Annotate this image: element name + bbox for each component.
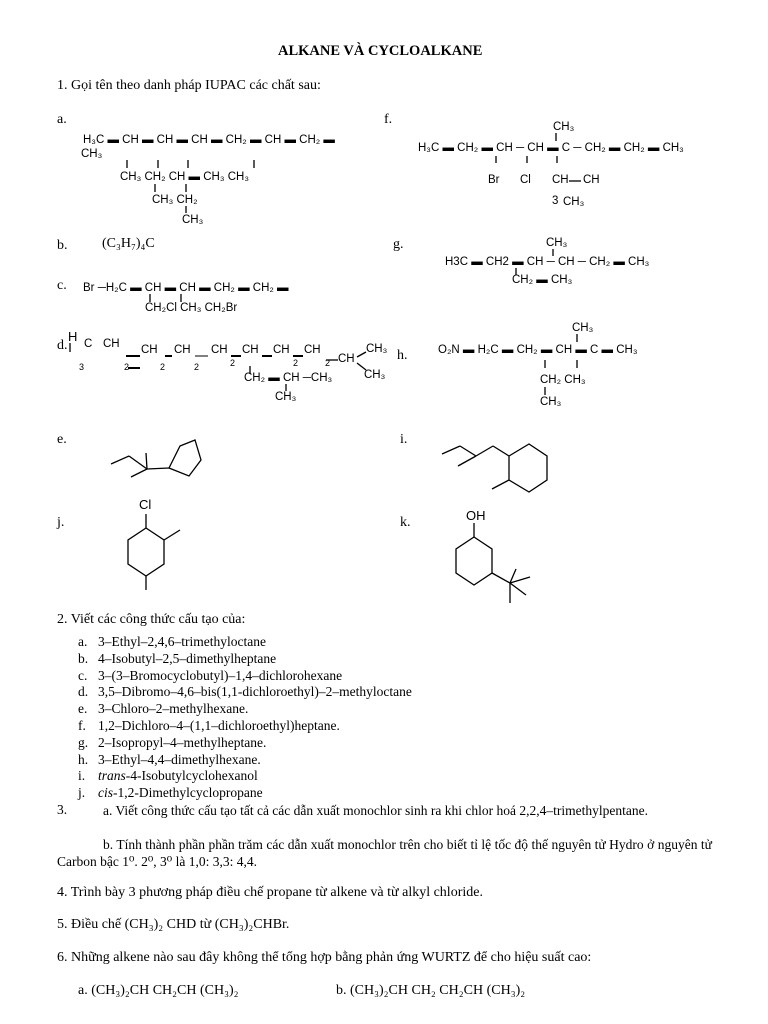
structure-g-top: CH₃: [546, 237, 568, 249]
structure-d-c: C: [84, 338, 93, 350]
q3-number: 3.: [57, 802, 68, 817]
structure-h-bonds: [0, 0, 600, 420]
list-item: i. trans-4-Isobutylcyclohexanol: [78, 768, 258, 784]
structure-d-ch3-bot: CH₃: [364, 369, 386, 381]
page-title: ALKANE VÀ CYCLOALKANE: [278, 43, 483, 59]
structure-d-sub2-2: 2: [160, 362, 166, 372]
structure-d-sub2-3: 2: [194, 362, 200, 372]
structure-d-ch-5: CH: [273, 344, 290, 356]
structure-j-substituent: Cl: [139, 497, 152, 512]
structure-h-sub2: CH₃: [540, 396, 562, 408]
structure-d-ch-3: CH: [211, 344, 228, 356]
structure-k-skeletal: [430, 515, 560, 615]
structure-a-sub1: CH₃ CH₂ CH ▬ CH₃ CH₃: [120, 171, 250, 183]
structure-d-sub1: CH₂ ▬ CH ─CH₃: [244, 372, 333, 384]
list-item: j. cis-1,2-Dimethylcyclopropane: [78, 785, 263, 801]
list-item: d. 3,5–Dibromo–4,6–bis(1,1-dichloroethyl)–2–methyloctane: [78, 684, 412, 700]
structure-a-main: H₃C ▬ CH ▬ CH ▬ CH ▬ CH₂ ▬ CH ▬ CH₂ ▬: [83, 134, 335, 146]
structure-e-skeletal: [105, 436, 225, 506]
structure-a-end: CH₃: [81, 148, 103, 160]
structure-d-sub2-6: 2: [325, 358, 331, 368]
list-item: b. 4–Isobutyl–2,5–dimethylheptane: [78, 650, 277, 666]
structure-c-sub: CH₂Cl CH₃ CH₂Br: [145, 302, 238, 314]
q1-label-d: d.: [57, 338, 68, 353]
q3-part-b: b. Tính thành phần phần trăm các dẫn xuất monochlor trên cho biết tỉ lệ tốc độ thế nguyên tử Hydro ở nguyên tử Carbon bậc 1⁰. 2⁰, 3⁰ là 1,0: 3,3: 4,4.: [57, 837, 712, 869]
structure-g-sub: CH₂ ▬ CH₃: [512, 274, 573, 286]
structure-d-sub2-5: 2: [293, 358, 299, 368]
q4-text: 4. Trình bày 3 phương pháp điều chế propane từ alkene và từ alkyl chloride.: [57, 885, 483, 900]
q6-option-a: a. (CH₃)₂CH CH₂CH (CH₃)₂: [78, 983, 239, 998]
structure-f-ch2: CH: [583, 174, 600, 186]
q1-label-a: a.: [57, 112, 67, 127]
structure-d-ch-1: CH: [141, 344, 158, 356]
structure-d-sub2: CH₃: [275, 391, 297, 403]
q1-label-e: e.: [57, 432, 67, 447]
structure-g-main: H3C ▬ CH2 ▬ CH ─ CH ─ CH₂ ▬ CH₃: [445, 256, 650, 268]
q3-part-a: a. Viết công thức cấu tạo tất cả các dẫn xuất monochlor sinh ra khi chlor hoá 2,2,4–trimethylpentane.: [103, 803, 648, 818]
list-item: h. 3–Ethyl–4,4–dimethylhexane.: [78, 751, 261, 767]
structure-h-top: CH₃: [572, 322, 594, 334]
q1-label-g: g.: [393, 237, 404, 252]
structure-f-cl: Cl: [520, 174, 531, 186]
list-item: a. 3–Ethyl–2,4,6–trimethyloctane: [78, 634, 266, 649]
structure-d-sub2-4: 2: [230, 358, 236, 368]
structure-d-h: H: [68, 329, 78, 344]
list-item: e. 3–Chloro–2–methylhexane.: [78, 701, 249, 717]
structure-d-sub3: 3: [79, 362, 85, 372]
structure-j-skeletal: [110, 510, 210, 600]
structure-d-ch-6: CH: [304, 344, 321, 356]
structure-k-substituent: OH: [466, 508, 486, 523]
structure-d-ch-2: CH: [174, 344, 191, 356]
structure-d-sub2-1: 2: [124, 362, 130, 372]
q1-label-c: c.: [57, 278, 67, 293]
q6-heading: 6. Những alkene nào sau đây không thể tổng hợp bằng phản ứng WURTZ để cho hiệu suất cao:: [57, 950, 592, 965]
structure-i-skeletal: [438, 444, 568, 514]
structure-h-main: O₂N ▬ H₂C ▬ CH₂ ▬ CH ▬ C ▬ CH₃: [438, 344, 638, 356]
structure-f-ch3: CH₃: [563, 196, 585, 208]
q1-label-k: k.: [400, 515, 411, 530]
list-item: f. 1,2–Dichloro–4–(1,1–dichloroethyl)heptane.: [78, 717, 340, 733]
q2-heading: 2. Viết các công thức cấu tạo của:: [57, 612, 246, 627]
structure-a-sub3: CH₃: [182, 214, 204, 226]
structure-f-sub3: 3: [552, 195, 559, 207]
structure-d-ch-4: CH: [242, 344, 259, 356]
list-item: c. 3–(3–Bromocyclobutyl)–1,4–dichlorohexane: [78, 667, 343, 683]
q6-option-b: b. (CH₃)₂CH CH₂ CH₂CH (CH₃)₂: [336, 983, 526, 998]
q1-label-b: b.: [57, 238, 68, 253]
structure-f-br: Br: [488, 174, 500, 186]
structure-d-ch3-top: CH₃: [366, 343, 388, 355]
structure-a-sub2: CH₃ CH₂: [152, 194, 198, 206]
list-item: g. 2–Isopropyl–4–methylheptane.: [78, 734, 267, 750]
structure-h-sub1: CH₂ CH₃: [540, 374, 586, 386]
structure-f-main: H₃C ▬ CH₂ ▬ CH ─ CH ▬ C ─ CH₂ ▬ CH₂ ▬ CH₃: [418, 142, 684, 154]
q1-label-j: j.: [57, 515, 65, 530]
structure-b-formula: (C₃H₇)₄C: [102, 236, 155, 251]
q1-label-f: f.: [384, 112, 393, 127]
structure-c-main: Br ─H₂C ▬ CH ▬ CH ▬ CH₂ ▬ CH₂ ▬: [83, 282, 289, 294]
structure-d-ch-end: CH: [338, 353, 355, 365]
structure-d-ch: CH: [103, 338, 120, 350]
structure-f-ch: CH: [552, 174, 569, 186]
structure-f-top: CH₃: [553, 121, 575, 133]
q1-heading: 1. Gọi tên theo danh pháp IUPAC các chất sau:: [57, 78, 321, 93]
q1-label-h: h.: [397, 348, 408, 363]
q2-list: [78, 634, 412, 802]
q5-text: 5. Điều chế (CH₃)₂ CHD từ (CH₃)₂CHBr.: [57, 917, 290, 932]
q1-label-i: i.: [400, 432, 408, 447]
